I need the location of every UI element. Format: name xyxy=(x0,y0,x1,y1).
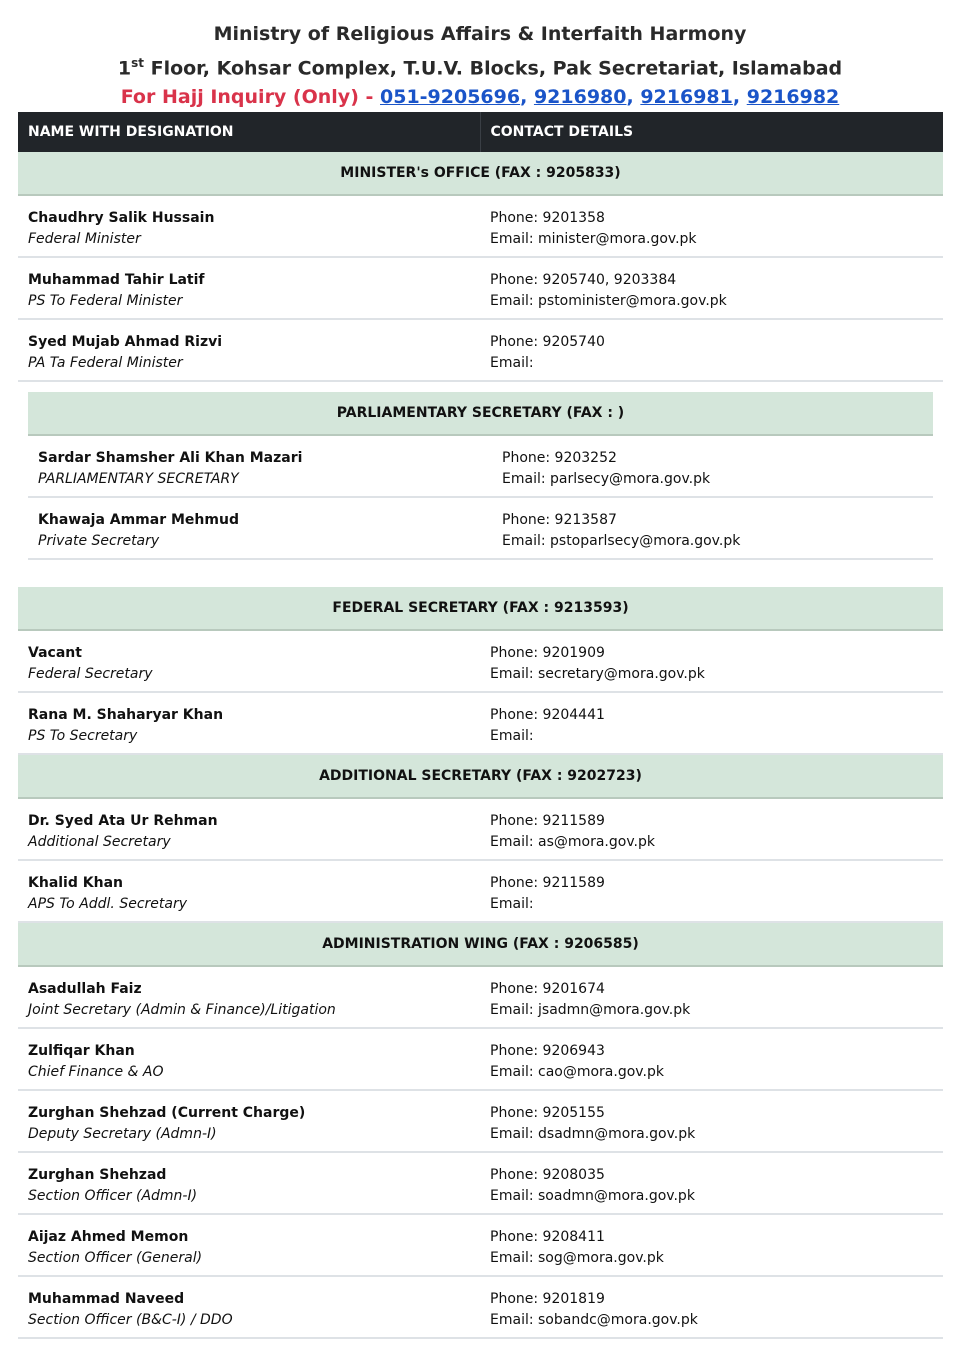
person-designation: Section Officer (General) xyxy=(28,1250,203,1267)
person-name: Rana M. Shaharyar Khan xyxy=(28,707,224,724)
email-text: Email: as@mora.gov.pk xyxy=(490,834,655,851)
email-text: Email: soadmn@mora.gov.pk xyxy=(490,1188,695,1205)
person-designation: Section Officer (Admn-I) xyxy=(28,1188,198,1205)
email-text: Email: dsadmn@mora.gov.pk xyxy=(490,1126,696,1143)
person-name: Muhammad Naveed xyxy=(28,1291,185,1308)
table-row xyxy=(18,319,943,381)
person-designation: Deputy Secretary (Admn-I) xyxy=(28,1126,217,1143)
hajj-inquiry-label: For Hajj Inquiry (Only) - xyxy=(120,86,380,109)
person-designation: Federal Minister xyxy=(28,231,141,248)
phone-text: Phone: 9205740 xyxy=(490,334,605,351)
email-text: Email: pstominister@mora.gov.pk xyxy=(490,293,727,310)
table-row xyxy=(18,860,943,922)
person-designation: PA Ta Federal Minister xyxy=(28,355,183,372)
person-name: Syed Mujab Ahmad Rizvi xyxy=(28,334,223,351)
table-row xyxy=(18,257,943,319)
section-header-parliamentary: PARLIAMENTARY SECRETARY (FAX : ) xyxy=(28,392,933,435)
email-text: Email: parlsecy@mora.gov.pk xyxy=(502,471,711,488)
person-name: Khalid Khan xyxy=(28,875,123,892)
person-designation: Additional Secretary xyxy=(28,834,171,851)
table-row xyxy=(18,1090,943,1152)
hajj-phone-link-3[interactable]: 9216981 xyxy=(640,86,733,109)
address-text: Floor, Kohsar Complex, T.U.V. Blocks, Pak Secretariat, Islamabad xyxy=(143,57,843,80)
section-header-minister: MINISTER's OFFICE (FAX : 9205833) xyxy=(18,152,943,195)
table-row xyxy=(18,1152,943,1214)
table-row xyxy=(18,1214,943,1276)
table-row xyxy=(18,630,943,692)
person-name: Zurghan Shehzad (Current Charge) xyxy=(28,1105,306,1122)
hajj-phone-link-2[interactable]: 9216980 xyxy=(533,86,627,109)
phone-text: Phone: 9206943 xyxy=(490,1043,605,1060)
hajj-inquiry-line: For Hajj Inquiry (Only) - 051-9205696, 9216980, 9216981, 9216982 xyxy=(120,86,840,109)
column-header-name: NAME WITH DESIGNATION xyxy=(18,112,480,152)
person-name: Aijaz Ahmed Memon xyxy=(28,1229,189,1246)
email-text: Email: xyxy=(490,896,534,913)
phone-text: Phone: 9201358 xyxy=(490,210,605,227)
phone-text: Phone: 9205155 xyxy=(490,1105,605,1122)
phone-text: Phone: 9205740, 9203384 xyxy=(490,272,677,289)
phone-text: Phone: 9201674 xyxy=(490,981,605,998)
person-name: Zurghan Shehzad xyxy=(28,1167,167,1184)
table-row xyxy=(18,1028,943,1090)
phone-text: Phone: 9211589 xyxy=(490,813,605,830)
phone-text: Phone: 9201909 xyxy=(490,645,605,662)
email-text: Email: sog@mora.gov.pk xyxy=(490,1250,664,1267)
person-designation: APS To Addl. Secretary xyxy=(28,896,188,913)
table-row xyxy=(18,966,943,1028)
person-name: Sardar Shamsher Ali Khan Mazari xyxy=(38,450,303,467)
section-header-administration-wing: ADMINISTRATION WING (FAX : 9206585) xyxy=(18,922,943,966)
column-header-contact: CONTACT DETAILS xyxy=(480,112,943,152)
phone-text: Phone: 9213587 xyxy=(502,512,617,529)
table-header-row xyxy=(18,112,943,152)
email-text: Email: xyxy=(490,728,534,745)
page-header xyxy=(0,0,960,112)
person-designation: Private Secretary xyxy=(38,533,160,550)
person-name: Khawaja Ammar Mehmud xyxy=(38,512,239,529)
person-name: Asadullah Faiz xyxy=(28,981,142,998)
email-text: Email: secretary@mora.gov.pk xyxy=(490,666,705,683)
person-designation: Federal Secretary xyxy=(28,666,153,683)
email-text: Email: cao@mora.gov.pk xyxy=(490,1064,664,1081)
address-ordinal: 1 xyxy=(117,57,132,80)
hajj-phone-link-4[interactable]: 9216982 xyxy=(746,86,840,109)
person-name: Dr. Syed Ata Ur Rehman xyxy=(28,813,218,830)
table-row xyxy=(28,497,933,559)
section-header-federal-secretary: FEDERAL SECRETARY (FAX : 9213593) xyxy=(18,587,943,630)
phone-text: Phone: 9208035 xyxy=(490,1167,605,1184)
ministry-address xyxy=(0,49,960,83)
ministry-title: Ministry of Religious Affairs & Interfaith Harmony xyxy=(213,23,747,45)
hajj-phone-link-1[interactable]: 051-9205696 xyxy=(380,86,521,109)
email-text: Email: jsadmn@mora.gov.pk xyxy=(490,1002,691,1019)
phone-text: Phone: 9208411 xyxy=(490,1229,605,1246)
person-name: Chaudhry Salik Hussain xyxy=(28,210,215,227)
person-designation: Chief Finance & AO xyxy=(28,1064,164,1081)
phone-text: Phone: 9203252 xyxy=(502,450,617,467)
table-row xyxy=(28,435,933,497)
table-row xyxy=(18,1276,943,1338)
email-text: Email: minister@mora.gov.pk xyxy=(490,231,697,248)
person-designation: Joint Secretary (Admin & Finance)/Litigation xyxy=(28,1002,336,1019)
person-designation: PS To Federal Minister xyxy=(28,293,183,310)
phone-text: Phone: 9204441 xyxy=(490,707,605,724)
person-name: Muhammad Tahir Latif xyxy=(28,272,205,289)
email-text: Email: pstoparlsecy@mora.gov.pk xyxy=(502,533,741,550)
person-designation: Section Officer (B&C-I) / DDO xyxy=(28,1312,233,1329)
section-spacer xyxy=(18,560,943,587)
phone-text: Phone: 9211589 xyxy=(490,875,605,892)
person-name: Vacant xyxy=(28,645,82,662)
email-text: Email: sobandc@mora.gov.pk xyxy=(490,1312,698,1329)
parliamentary-section-wrapper xyxy=(18,381,943,560)
person-designation: PS To Secretary xyxy=(28,728,138,745)
person-designation: PARLIAMENTARY SECRETARY xyxy=(38,471,239,488)
table-row xyxy=(18,195,943,257)
contact-directory-table xyxy=(18,112,943,1339)
email-text: Email: xyxy=(490,355,534,372)
table-row xyxy=(18,692,943,754)
person-name: Zulfiqar Khan xyxy=(28,1043,135,1060)
phone-text: Phone: 9201819 xyxy=(490,1291,605,1308)
table-row xyxy=(18,798,943,860)
parliamentary-table xyxy=(28,392,933,560)
section-header-additional-secretary: ADDITIONAL SECRETARY (FAX : 9202723) xyxy=(18,754,943,798)
address-ordinal-suffix: st xyxy=(131,56,144,70)
